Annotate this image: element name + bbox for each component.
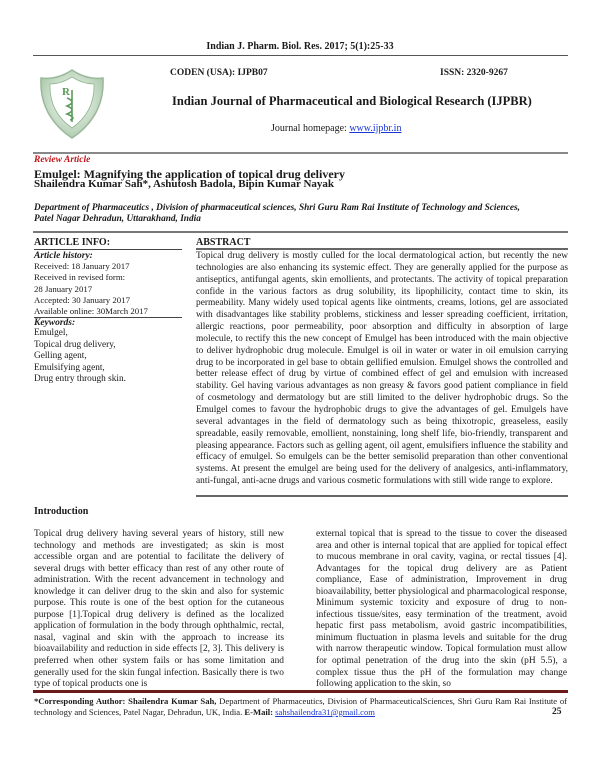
- page-number: 25: [552, 707, 562, 717]
- introduction-heading: Introduction: [34, 506, 89, 517]
- email-link[interactable]: sahshailendra31@gmail.com: [275, 707, 375, 717]
- affiliation-line: Department of Pharmaceutics , Division of pharmaceutical sciences, Shri Guru Ram Rai Institute of Technology and Sciences,: [34, 203, 520, 213]
- coden: CODEN (USA): IJPB07: [170, 68, 268, 78]
- affiliation-line: Patel Nagar Dehradun, Uttarakhand, India: [34, 214, 201, 224]
- keyword: Topical drug delivery,: [34, 339, 116, 350]
- corresponding-author: [34, 696, 567, 718]
- keyword: Gelling agent,: [34, 351, 87, 362]
- history-item: 28 January 2017: [34, 283, 93, 294]
- keyword: Drug entry through skin.: [34, 374, 126, 385]
- history-heading: Article history:: [34, 251, 93, 261]
- abstract-heading: ABSTRACT: [196, 237, 568, 250]
- keyword: Emulsifying agent,: [34, 362, 105, 373]
- masthead-rule: [33, 152, 568, 154]
- journal-name: Indian Journal of Pharmaceutical and Biological Research (IJPBR): [172, 94, 532, 108]
- abstract-rule: [196, 495, 568, 497]
- authors: Shailendra Kumar Sah*, Ashutosh Badola, Bipin Kumar Nayak: [34, 178, 335, 190]
- journal-homepage: [271, 123, 401, 134]
- history-item: Available online: 30March 2017: [34, 306, 182, 318]
- issn: ISSN: 2320-9267: [440, 68, 508, 78]
- history-item: Received: 18 January 2017: [34, 261, 130, 271]
- history-item: Accepted: 30 January 2017: [34, 294, 131, 305]
- running-header: Indian J. Pharm. Biol. Res. 2017; 5(1):25-33: [206, 41, 394, 52]
- article-info: [34, 237, 182, 386]
- article-type: Review Article: [34, 155, 91, 165]
- article-title: Emulgel: Magnifying the application of topical drug delivery: [34, 167, 345, 181]
- svg-text:R: R: [62, 86, 70, 98]
- homepage-link[interactable]: www.ijpbr.in: [349, 123, 402, 134]
- history-item: Received in revised form:: [34, 272, 126, 283]
- introduction-column-1: Topical drug delivery having several years of history, still new technology and methods are investigated; as skin is most accessible organ and are potential to facilitate the delivery of several drugs with better efficacy than rest of any other route of administration. With the recent advancement in technology and knowledge it can deliver drug to the skin and also for systemic purpose. This route is one of the best option for the cutaneous purpose [1].Topical drug delivery is defined as the localized application of formulation in the body through ophthalmic, rectal, nasal, vaginal and skin with the approach to increase its bioavailability and reduction in side effects [2, 3]. This delivery is preferred when other system fails or has some limitation and generally used for the skin fungal infection. Basically there is two type of topical products one is: [34, 529, 284, 690]
- header-rule: [33, 55, 568, 56]
- keyword: Emulgel,: [34, 328, 68, 339]
- corresponding-label: *Corresponding Author: Shailendra Kumar Sah,: [34, 696, 217, 706]
- affiliation: [34, 203, 520, 225]
- corresponding-text: Department of Pharmaceutics, Division of PharmaceuticalSciences, Shri Guru Ram Rai Institute of technology and Sciences, Patel Nagar, Dehradun, UK, India.: [34, 696, 567, 717]
- email-label: E-Mail:: [244, 707, 276, 717]
- introduction-column-2: external topical that is spread to the tissue to cover the diseased area and other is internal topical that are applied for topical effect to mucous membrane in oral cavity, vagina, or rectal tissues [4]. Advantages for the topical drug delivery are as Patient compliance, Ease of administration, Improvement in drug bioavailability, better physiological and pharmacological response, Minimum systemic toxicity and exposure of drug to non-infectious tissue/sites, easy termination of the treatment, avoid hepatic first pass metabolism, avoid gastric incompatibilities, minimum fluctuation in plasma levels and suitable for the drug with narrow therapeutic window. Topical formulation must allow for optimal penetration of the drug into the skin (pH 5.5), a complex tissue thus the pH of the formulation may change following application to the skin, so: [316, 529, 567, 690]
- affiliation-rule: [33, 231, 568, 233]
- homepage-label: Journal homepage:: [271, 123, 350, 134]
- abstract: [196, 237, 568, 488]
- journal-logo: [37, 68, 107, 140]
- keywords-heading: Keywords:: [34, 318, 76, 329]
- article-info-heading: ARTICLE INFO:: [34, 237, 182, 250]
- abstract-text: Topical drug delivery is mostly culled for the local dermatological action, but recently the new technologies are also enhancing its systemic effect. They are generally applied for the purpose as antiseptics, antifungal agents, skin emollients, and protectants. The activity of topical preparation confide in the various factors as drug solubility, its lipophilicity, contact time to skin, its permeability. Many widely used topical agents like ointments, creams, lotions, gel are associated with disadvantages like stability problems, stickiness and lesser spreading coefficient, irritation, allergic reactions, poor permeability, poor absorption and difficulty in absorption of large molecule, to rectify this the new concept of Emulgel has been introduced with the main objective to deliver hydrophobic drug molecule. Emulgel is oil in water or water in oil emulsion carrying drug to be incorporated in gel base to obtain gellified emulsion. Emulgel shows the controlled and better release effect of drug by virtue of combined effect of gel and emulsion with increased stability. Gel having various advantages as non greasy & favors good patient compliance in field of cosmetology and dermatology but are still limited to the deliver hydrophobic drugs. So the Emulgel comes to favour the hydrophobic drugs to give the advantages of gel. Emulgels have several advantages in the field of dermatology such as being thixotropic, greaseless, easily spreadable, easily removable, emollient, nonstaining, long shelf life, bio-friendly, transparent and pleasing appearance. Factors such as gelling agent, oil agent, emulsifiers influence the stability and efficacy of emulgel. So emulgels can be the better semisolid preparation than other conventional systems. At present the emulgel are being used for the delivery of analgesics, anti-inflammatory, anti-fungal, anti-acne drugs and various cosmetic formulations with still wide range to explore.: [196, 251, 568, 487]
- footer-rule: [33, 690, 568, 693]
